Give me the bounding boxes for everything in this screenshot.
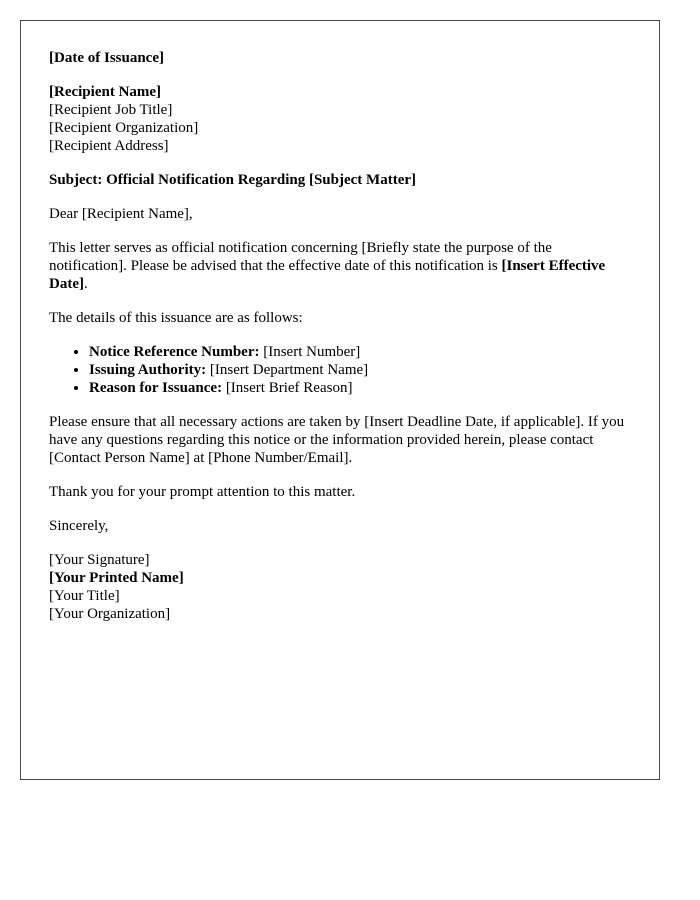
recipient-name: [Recipient Name] (49, 84, 162, 100)
detail-value: [Insert Brief Reason] (222, 380, 353, 396)
salutation: Dear [Recipient Name], (49, 206, 193, 222)
recipient-address: [Recipient Address] (49, 138, 169, 154)
sender-title: [Your Title] (49, 588, 120, 604)
recipient-job-title: [Recipient Job Title] (49, 102, 173, 118)
letter-page (20, 20, 660, 780)
list-item (89, 379, 631, 397)
intro-text: This letter serves as official notification concerning [Briefly state the purpose of the notification]. Please be advised that the effective date of this notification is (49, 240, 552, 274)
date-of-issuance: [Date of Issuance] (49, 50, 164, 66)
detail-label: Notice Reference Number: (89, 344, 260, 360)
details-list (49, 343, 631, 397)
details-intro: The details of this issuance are as follows: (49, 310, 303, 326)
sender-organization: [Your Organization] (49, 606, 171, 622)
detail-value: [Insert Department Name] (206, 362, 369, 378)
signature: [Your Signature] (49, 552, 150, 568)
recipient-organization: [Recipient Organization] (49, 120, 199, 136)
subject-line: Subject: Official Notification Regarding [Subject Matter] (49, 172, 417, 188)
instructions-paragraph: Please ensure that all necessary actions are taken by [Insert Deadline Date, if applicable]. If you have any questions regarding this notice or the information provided herein, please contact [Contact Person Name] at [Phone Number/Email]. (49, 414, 625, 466)
closing: Sincerely, (49, 518, 109, 534)
list-item (89, 343, 631, 361)
detail-value: [Insert Number] (259, 344, 361, 360)
effective-date: [Insert Effective Date] (49, 258, 606, 292)
recipient-block (49, 83, 631, 155)
list-item (89, 361, 631, 379)
signature-block (49, 551, 631, 623)
intro-text-end: . (83, 276, 88, 292)
intro-paragraph (49, 239, 631, 293)
thanks-paragraph: Thank you for your prompt attention to this matter. (49, 484, 356, 500)
detail-label: Issuing Authority: (89, 362, 207, 378)
printed-name: [Your Printed Name] (49, 570, 184, 586)
detail-label: Reason for Issuance: (89, 380, 223, 396)
